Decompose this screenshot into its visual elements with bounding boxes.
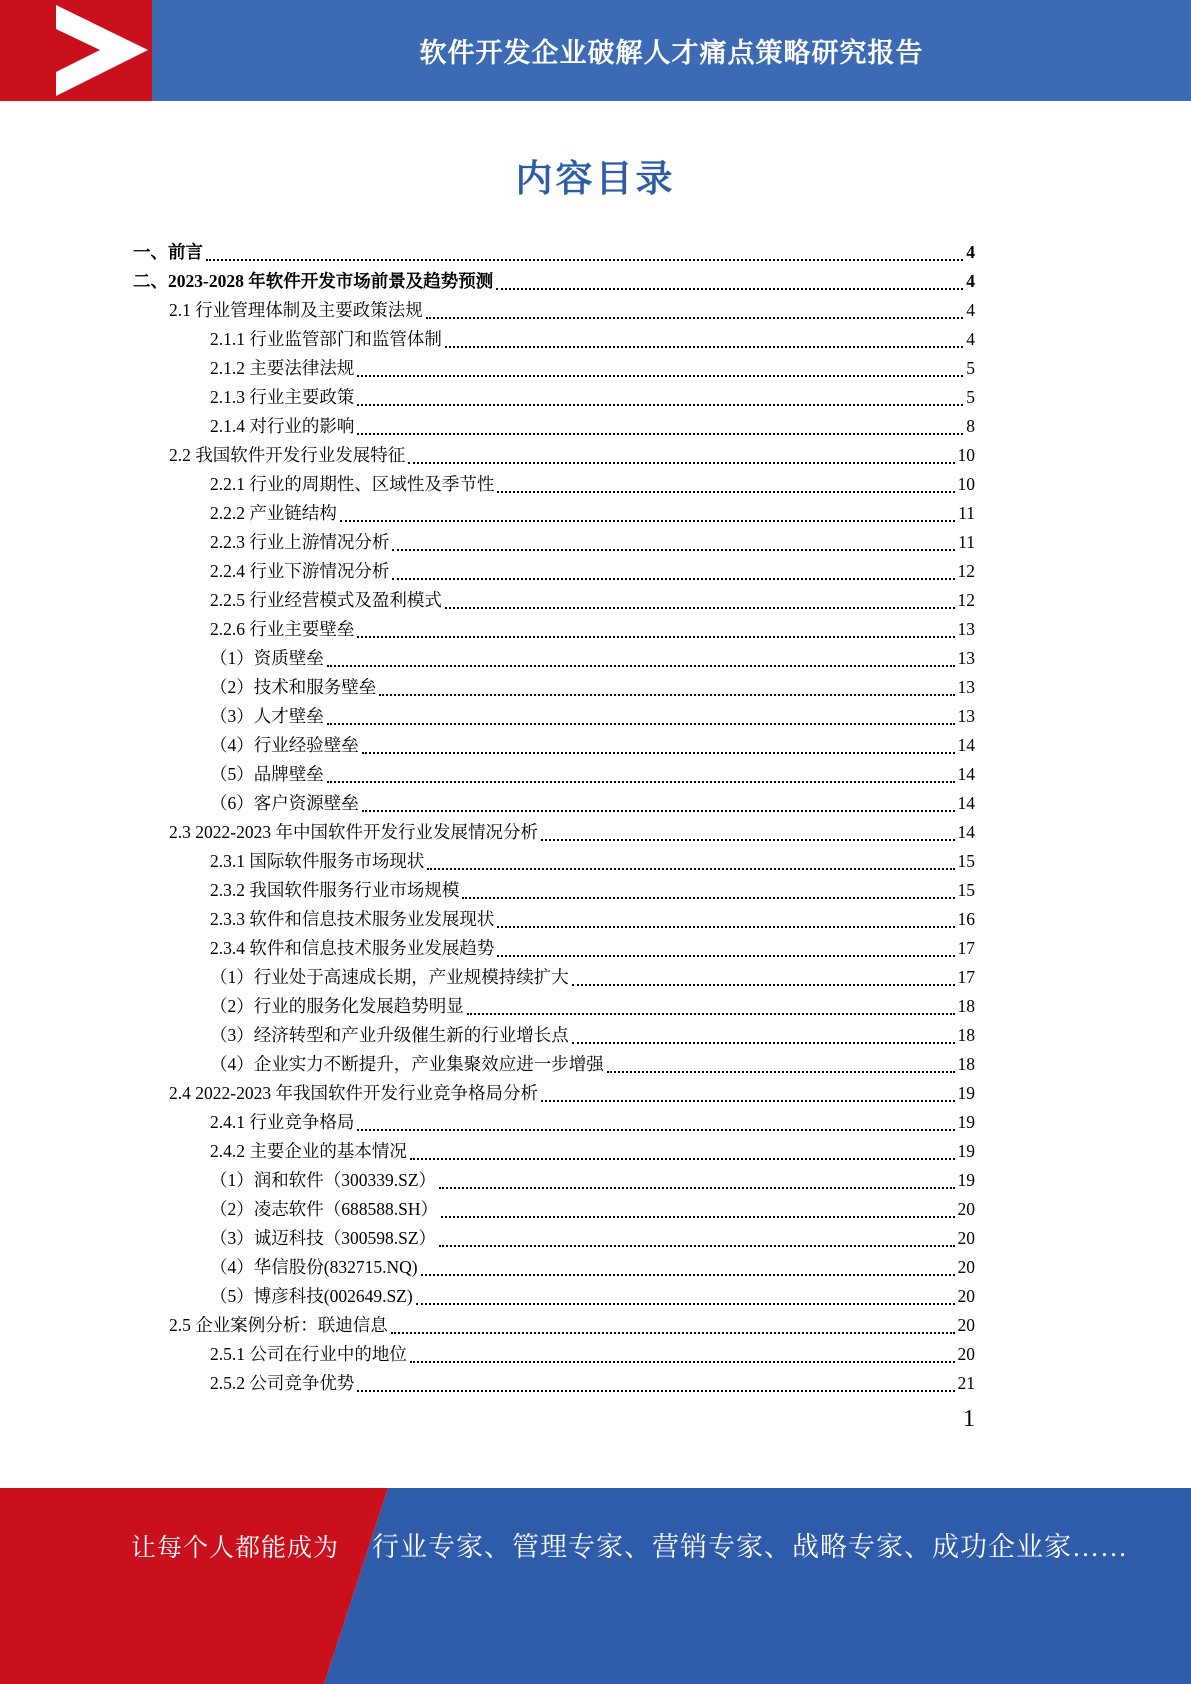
toc-row (133, 296, 975, 325)
toc-entry-label: 二、2023-2028 年软件开发市场前景及趋势预测 (133, 271, 494, 291)
toc-entry-label: （3）诚迈科技（300598.SZ） (210, 1228, 437, 1248)
footer-background (0, 1488, 1191, 1684)
toc-row (133, 1021, 975, 1050)
toc-entry-label: （1）润和软件（300339.SZ） (210, 1170, 437, 1190)
toc-page-number: 18 (957, 1054, 975, 1074)
toc-page-number: 19 (957, 1112, 975, 1132)
toc-row (133, 847, 975, 876)
toc-entry-label: 2.5.1 公司在行业中的地位 (210, 1344, 407, 1364)
toc-page-number: 19 (957, 1083, 975, 1103)
toc-dot-leader (496, 280, 963, 290)
toc-row (133, 702, 975, 731)
toc-dot-leader (541, 1092, 955, 1102)
toc-row (133, 528, 975, 557)
toc-dot-leader (327, 657, 955, 667)
toc-row (133, 325, 975, 354)
toc-row (133, 1340, 975, 1369)
toc-entry-label: （5）博彦科技(002649.SZ) (210, 1286, 413, 1306)
toc-entry-label: （2）行业的服务化发展趋势明显 (210, 996, 464, 1016)
toc-page-number: 20 (957, 1344, 975, 1364)
toc-page-number: 20 (957, 1228, 975, 1248)
toc-entry-label: 2.4 2022-2023 年我国软件开发行业竞争格局分析 (169, 1083, 538, 1103)
toc-entry-label: 2.2.1 行业的周期性、区域性及季节性 (210, 474, 495, 494)
toc-dot-leader (357, 1121, 954, 1131)
toc-page-number: 14 (957, 764, 975, 784)
toc-page-number: 20 (957, 1315, 975, 1335)
toc-row (133, 1253, 975, 1282)
toc-page-number: 13 (957, 677, 975, 697)
toc-row (133, 470, 975, 499)
toc-row (133, 789, 975, 818)
toc-page-number: 15 (957, 851, 975, 871)
toc-dot-leader (410, 1353, 955, 1363)
toc-entry-label: 2.1.4 对行业的影响 (210, 416, 355, 436)
toc-page-number: 11 (958, 503, 975, 523)
toc-page-number: 13 (957, 706, 975, 726)
toc-entry-label: （4）行业经验壁垒 (210, 735, 359, 755)
header-banner (0, 0, 1191, 101)
toc-dot-leader (327, 715, 955, 725)
toc-page-number: 12 (957, 590, 975, 610)
toc-page-number: 18 (957, 996, 975, 1016)
toc-entry-label: 2.1.2 主要法律法规 (210, 358, 355, 378)
toc-entry-label: 2.2.2 产业链结构 (210, 503, 337, 523)
toc-page-number: 17 (957, 967, 975, 987)
toc-entry-label: 2.2.3 行业上游情况分析 (210, 532, 390, 552)
toc-dot-leader (427, 860, 954, 870)
toc-row (133, 731, 975, 760)
toc-page-number: 13 (957, 648, 975, 668)
toc-page-number: 12 (957, 561, 975, 581)
toc-row (133, 1311, 975, 1340)
toc-entry-label: （3）经济转型和产业升级催生新的行业增长点 (210, 1025, 569, 1045)
toc-dot-leader (497, 918, 954, 928)
toc-page-number: 19 (957, 1141, 975, 1161)
toc-page-number: 4 (966, 329, 975, 349)
toc-page-number: 11 (958, 532, 975, 552)
toc-entry-label: 2.3.3 软件和信息技术服务业发展现状 (210, 909, 495, 929)
toc-dot-leader (421, 1266, 955, 1276)
toc-page-number: 15 (957, 880, 975, 900)
toc-page-number: 14 (957, 735, 975, 755)
toc-entry-label: 2.2 我国软件开发行业发展特征 (169, 445, 406, 465)
toc-list (133, 238, 975, 1398)
toc-entry-label: 2.1.3 行业主要政策 (210, 387, 355, 407)
toc-row (133, 1108, 975, 1137)
toc-row (133, 934, 975, 963)
toc-dot-leader (572, 1034, 955, 1044)
toc-row (133, 383, 975, 412)
toc-dot-leader (340, 512, 955, 522)
toc-page-number: 14 (957, 822, 975, 842)
toc-page-number: 5 (966, 358, 975, 378)
toc-page-number: 20 (957, 1257, 975, 1277)
toc-entry-label: （6）客户资源壁垒 (210, 793, 359, 813)
toc-row (133, 267, 975, 296)
toc-row (133, 876, 975, 905)
toc-dot-leader (467, 1005, 955, 1015)
toc-entry-label: 2.3 2022-2023 年中国软件开发行业发展情况分析 (169, 822, 538, 842)
toc-page-number: 16 (957, 909, 975, 929)
toc-row (133, 963, 975, 992)
toc-dot-leader (572, 976, 955, 986)
toc-entry-label: 2.2.5 行业经营模式及盈利模式 (210, 590, 442, 610)
toc-dot-leader (445, 599, 955, 609)
toc-title: 内容目录 (515, 159, 676, 200)
toc-entry-label: 2.1 行业管理体制及主要政策法规 (169, 300, 423, 320)
toc-row (133, 644, 975, 673)
toc-entry-label: （2）凌志软件（688588.SH） (210, 1199, 438, 1219)
toc-row (133, 1050, 975, 1079)
toc-entry-label: （1）行业处于高速成长期，产业规模持续扩大 (210, 967, 569, 987)
footer-slogan-left: 让每个人都能成为 (131, 1535, 340, 1562)
toc-dot-leader (362, 802, 955, 812)
toc-row (133, 1224, 975, 1253)
toc-row (133, 238, 975, 267)
toc-row (133, 499, 975, 528)
red-chevron-icon (0, 0, 152, 101)
toc-entry-label: 2.3.1 国际软件服务市场现状 (210, 851, 425, 871)
toc-entry-label: （5）品牌壁垒 (210, 764, 324, 784)
toc-row (133, 992, 975, 1021)
toc-row (133, 1079, 975, 1108)
toc-row (133, 1195, 975, 1224)
toc-row (133, 673, 975, 702)
toc-dot-leader (497, 947, 954, 957)
toc-page-number: 4 (966, 271, 975, 291)
toc-row (133, 1137, 975, 1166)
toc-page-number: 20 (957, 1199, 975, 1219)
toc-entry-label: 2.3.2 我国软件服务行业市场规模 (210, 880, 460, 900)
toc-row (133, 1166, 975, 1195)
toc-page-number: 18 (957, 1025, 975, 1045)
toc-page-number: 4 (966, 300, 975, 320)
toc-entry-label: （1）资质壁垒 (210, 648, 324, 668)
toc-dot-leader (462, 889, 954, 899)
report-title: 软件开发企业破解人才痛点策略研究报告 (419, 38, 924, 68)
toc-dot-leader (357, 396, 963, 406)
toc-dot-leader (362, 744, 955, 754)
toc-entry-label: 2.1.1 行业监管部门和监管体制 (210, 329, 442, 349)
page-number: 1 (963, 1406, 975, 1432)
toc-row (133, 412, 975, 441)
toc-entry-label: 2.2.6 行业主要壁垒 (210, 619, 355, 639)
toc-row (133, 1369, 975, 1398)
toc-page-number: 21 (957, 1373, 975, 1393)
toc-page-number: 14 (957, 793, 975, 813)
toc-dot-leader (445, 338, 963, 348)
toc-dot-leader (206, 251, 963, 261)
toc-dot-leader (416, 1295, 955, 1305)
toc-dot-leader (439, 1179, 954, 1189)
toc-dot-leader (391, 1324, 955, 1334)
toc-entry-label: 一、前言 (133, 242, 203, 262)
footer-slogan-right: 行业专家、管理专家、营销专家、战略专家、成功企业家…… (372, 1532, 1128, 1562)
toc-page-number: 10 (957, 445, 975, 465)
toc-entry-label: 2.3.4 软件和信息技术服务业发展趋势 (210, 938, 495, 958)
toc-entry-label: （3）人才壁垒 (210, 706, 324, 726)
toc-row (133, 354, 975, 383)
toc-dot-leader (392, 541, 955, 551)
toc-row (133, 615, 975, 644)
toc-row (133, 905, 975, 934)
toc-entry-label: 2.4.1 行业竞争格局 (210, 1112, 355, 1132)
toc-entry-label: 2.2.4 行业下游情况分析 (210, 561, 390, 581)
toc-entry-label: 2.5 企业案例分析：联迪信息 (169, 1315, 388, 1335)
toc-page-number: 13 (957, 619, 975, 639)
toc-dot-leader (357, 628, 954, 638)
toc-dot-leader (357, 425, 963, 435)
toc-row (133, 441, 975, 470)
toc-dot-leader (379, 686, 954, 696)
footer-banner (0, 1488, 1191, 1684)
toc-row (133, 1282, 975, 1311)
toc-entry-label: （2）技术和服务壁垒 (210, 677, 377, 697)
toc-dot-leader (410, 1150, 955, 1160)
toc-dot-leader (441, 1208, 955, 1218)
toc-page-number: 19 (957, 1170, 975, 1190)
toc-page-number: 5 (966, 387, 975, 407)
toc-dot-leader (357, 1382, 954, 1392)
toc-dot-leader (327, 773, 955, 783)
toc-dot-leader (497, 483, 954, 493)
toc-dot-leader (439, 1237, 954, 1247)
toc-row (133, 760, 975, 789)
toc-row (133, 818, 975, 847)
toc-page-number: 17 (957, 938, 975, 958)
toc-row (133, 586, 975, 615)
toc-page-number: 4 (966, 242, 975, 262)
toc-dot-leader (426, 309, 964, 319)
toc-dot-leader (408, 454, 954, 464)
toc-entry-label: （4）华信股份(832715.NQ) (210, 1257, 418, 1277)
toc-dot-leader (607, 1063, 955, 1073)
toc-entry-label: 2.5.2 公司竞争优势 (210, 1373, 355, 1393)
toc-page-number: 8 (966, 416, 975, 436)
toc-dot-leader (357, 367, 963, 377)
toc-entry-label: （4）企业实力不断提升，产业集聚效应进一步增强 (210, 1054, 604, 1074)
toc-dot-leader (392, 570, 954, 580)
toc-page-number: 10 (957, 474, 975, 494)
toc-row (133, 557, 975, 586)
toc-page-number: 20 (957, 1286, 975, 1306)
toc-entry-label: 2.4.2 主要企业的基本情况 (210, 1141, 407, 1161)
toc-dot-leader (541, 831, 955, 841)
